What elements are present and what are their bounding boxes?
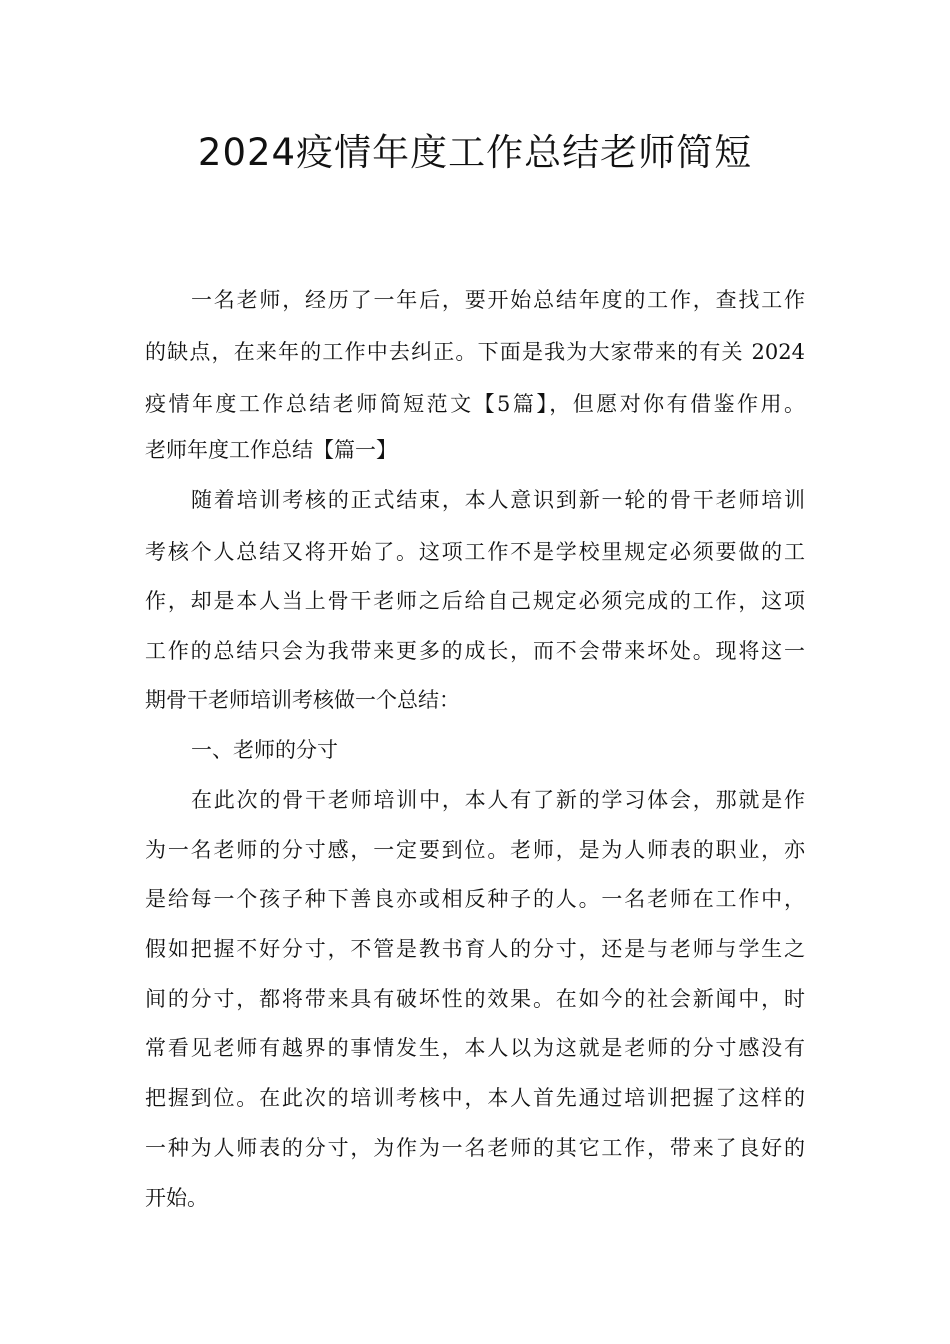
paragraph-line: 是给每一个孩子种下善良亦或相反种子的人。一名老师在工作中， xyxy=(145,887,805,911)
paragraph-line: 间的分寸，都将带来具有破坏性的效果。在如今的社会新闻中，时 xyxy=(145,987,805,1011)
section-heading: 老师年度工作总结【篇一】 xyxy=(145,438,397,462)
paragraph-line: 在此次的骨干老师培训中，本人有了新的学习体会，那就是作 xyxy=(191,788,805,812)
paragraph-line: 期骨干老师培训考核做一个总结： xyxy=(145,688,460,712)
paragraph-line: 把握到位。在此次的培训考核中，本人首先通过培训把握了这样的 xyxy=(145,1086,805,1110)
paragraph-line: 随着培训考核的正式结束，本人意识到新一轮的骨干老师培训 xyxy=(191,488,805,512)
paragraph-line: 一名老师，经历了一年后，要开始总结年度的工作，查找工作 xyxy=(191,288,805,312)
paragraph-line: 一种为人师表的分寸，为作为一名老师的其它工作，带来了良好的 xyxy=(145,1136,805,1160)
paragraph-line: 开始。 xyxy=(145,1186,208,1210)
paragraph-line: 为一名老师的分寸感，一定要到位。老师，是为人师表的职业，亦 xyxy=(145,838,805,862)
paragraph-line: 考核个人总结又将开始了。这项工作不是学校里规定必须要做的工 xyxy=(145,540,805,564)
paragraph-line: 的缺点，在来年的工作中去纠正。下面是我为大家带来的有关 2024 xyxy=(145,340,805,364)
paragraph-line: 假如把握不好分寸，不管是教书育人的分寸，还是与老师与学生之 xyxy=(145,937,805,961)
paragraph-line: 工作的总结只会为我带来更多的成长，而不会带来坏处。现将这一 xyxy=(145,639,805,663)
document-title: 2024疫情年度工作总结老师简短 xyxy=(197,131,753,174)
subsection-heading: 一、老师的分寸 xyxy=(191,738,338,762)
paragraph-line: 作，却是本人当上骨干老师之后给自己规定必须完成的工作，这项 xyxy=(145,589,805,613)
paragraph-line: 疫情年度工作总结老师简短范文【5篇】，但愿对你有借鉴作用。 xyxy=(145,392,805,416)
paragraph-line: 常看见老师有越界的事情发生，本人以为这就是老师的分寸感没有 xyxy=(145,1036,805,1060)
